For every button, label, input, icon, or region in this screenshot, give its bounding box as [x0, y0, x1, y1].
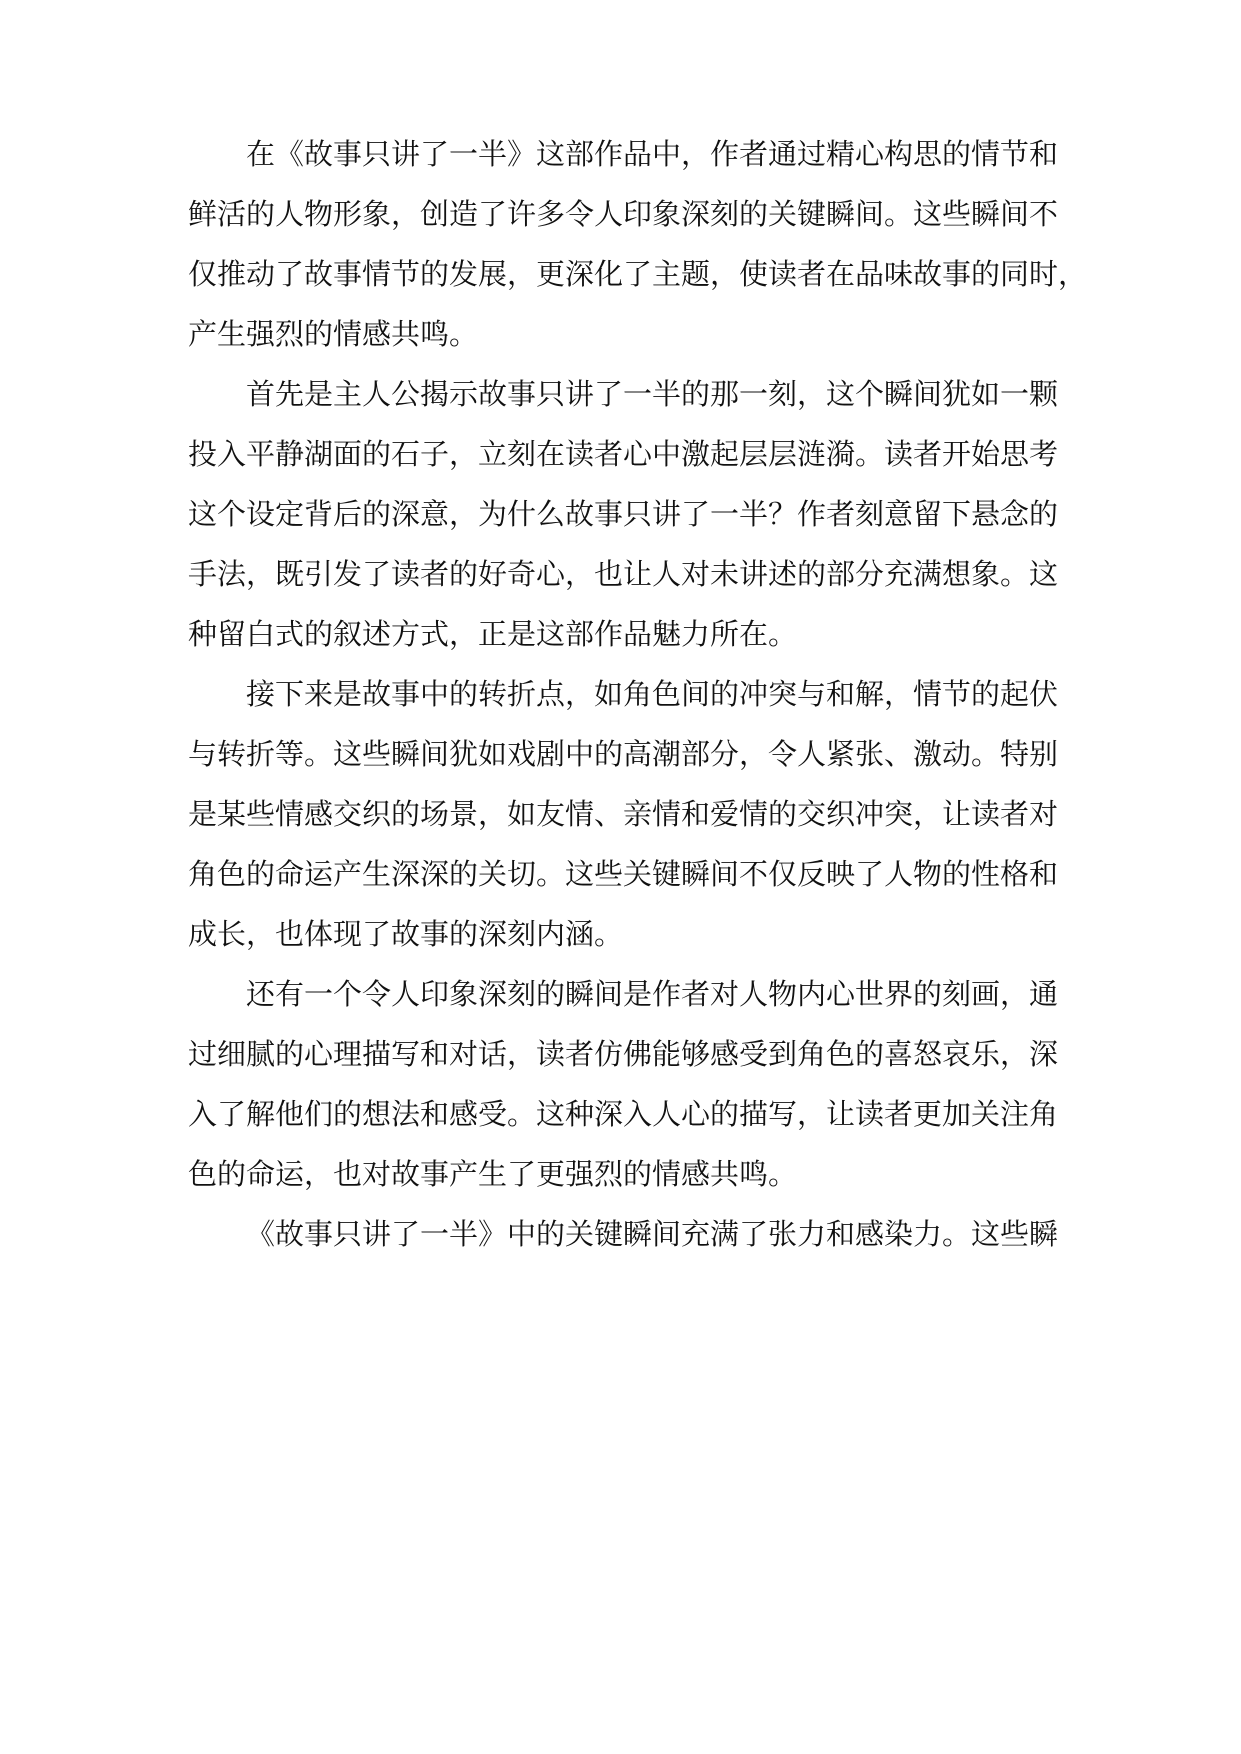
text-line: 种留白式的叙述方式，正是这部作品魅力所在。: [188, 617, 798, 651]
text-line: 在《故事只讲了一半》这部作品中，作者通过精心构思的情节和: [246, 137, 1059, 171]
paragraph-4: [188, 964, 1059, 1204]
text-line: 这个设定背后的深意，为什么故事只讲了一半？作者刻意留下悬念的: [188, 497, 1059, 531]
paragraph-1: [188, 124, 1088, 364]
text-line: 与转折等。这些瞬间犹如戏剧中的高潮部分，令人紧张、激动。特别: [188, 737, 1059, 771]
text-line: 色的命运，也对故事产生了更强烈的情感共鸣。: [188, 1157, 798, 1191]
text-line: 《故事只讲了一半》中的关键瞬间充满了张力和感染力。这些瞬: [246, 1217, 1059, 1251]
paragraph-3: [188, 664, 1059, 964]
text-line: 投入平静湖面的石子，立刻在读者心中激起层层涟漪。读者开始思考: [188, 437, 1059, 471]
text-line: 角色的命运产生深深的关切。这些关键瞬间不仅反映了人物的性格和: [188, 857, 1059, 891]
paragraph-5: [188, 1204, 1059, 1264]
text-line: 过细腻的心理描写和对话，读者仿佛能够感受到角色的喜怒哀乐，深: [188, 1037, 1059, 1071]
text-line: 鲜活的人物形象，创造了许多令人印象深刻的关键瞬间。这些瞬间不: [188, 197, 1059, 231]
text-line: 接下来是故事中的转折点，如角色间的冲突与和解，情节的起伏: [246, 677, 1059, 711]
text-line: 成长，也体现了故事的深刻内涵。: [188, 917, 624, 951]
paragraph-2: [188, 364, 1059, 664]
text-line: 入了解他们的想法和感受。这种深入人心的描写，让读者更加关注角: [188, 1097, 1059, 1131]
text-line: 是某些情感交织的场景，如友情、亲情和爱情的交织冲突，让读者对: [188, 797, 1059, 831]
text-line: 产生强烈的情感共鸣。: [188, 317, 479, 351]
text-line: 手法，既引发了读者的好奇心，也让人对未讲述的部分充满想象。这: [188, 557, 1059, 591]
document-page: [188, 124, 1088, 1264]
text-line: 首先是主人公揭示故事只讲了一半的那一刻，这个瞬间犹如一颗: [246, 377, 1059, 411]
text-line: 仅推动了故事情节的发展，更深化了主题，使读者在品味故事的同时，: [188, 257, 1088, 291]
text-line: 还有一个令人印象深刻的瞬间是作者对人物内心世界的刻画，通: [246, 977, 1059, 1011]
